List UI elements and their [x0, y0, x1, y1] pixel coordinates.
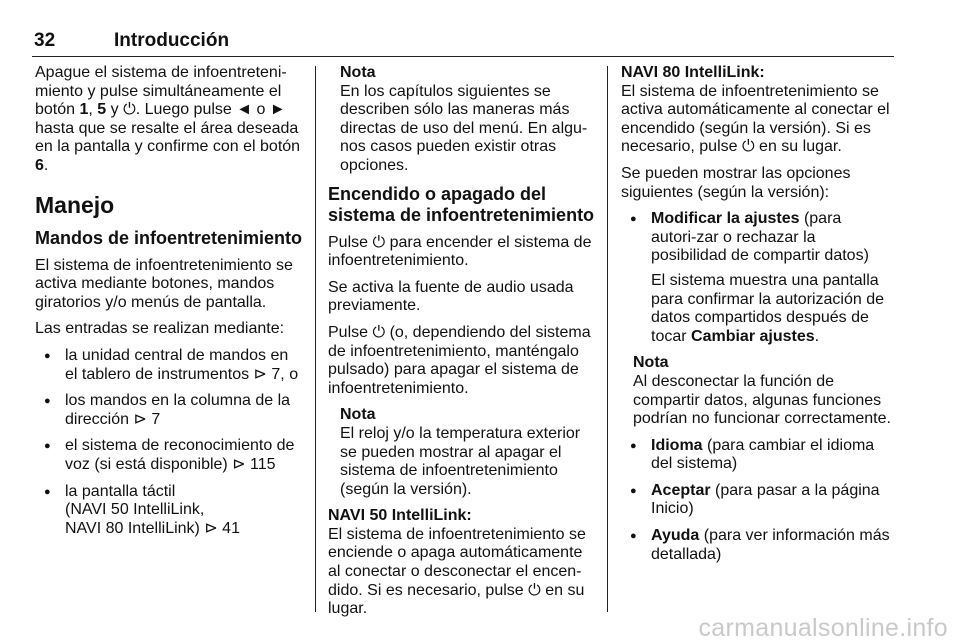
options-list — [621, 437, 891, 565]
list-item: ● la unidad central de mandos en el tablero de instrumentos ⊳ 7, o — [35, 347, 305, 384]
note-title: Nota — [340, 64, 376, 81]
intro-paragraph: Apague el sistema de infoentreteni-miento y pulse simultáneamente el botón 1, 5 y ⏻. Luego pulse ◄ o ► hasta que se resalte el área deseada en la pantalla y confirme con el botón 6. — [35, 64, 301, 174]
paragraph: Se pueden mostrar las opciones siguientes (según la versión): — [621, 164, 851, 201]
watermark: carmanualsonline.info — [698, 614, 948, 642]
navi80-label: NAVI 80 IntelliLink: — [621, 64, 765, 81]
input-methods-list — [35, 347, 305, 538]
heading-manejo: Manejo — [35, 191, 115, 218]
note-title: Nota — [340, 406, 376, 424]
list-item: ● Modificar la ajustes (para autori-zar o rechazar la posibilidad de compartir datos) El sistema muestra una pantalla para confirmar la autorización de datos compartidos después de tocar Cambiar ajustes. — [621, 210, 891, 346]
paragraph: Pulse ⏻ (o, dependiendo del sistema de infoentretenimiento, manténgalo pulsado) para apagar el sistema de infoentretenimiento. — [328, 323, 591, 397]
navi80-paragraph — [621, 64, 891, 157]
list-item: ● los mandos en la columna de la dirección ⊳ 7 — [35, 392, 305, 429]
list-item-subtext: El sistema muestra una pantalla para confirmar la autorización de datos compartidos después de tocar Cambiar ajustes. — [651, 271, 885, 345]
navi50-label: NAVI 50 IntelliLink: — [328, 507, 472, 525]
page-header — [32, 30, 894, 57]
note-text: El reloj y/o la temperatura exterior se pueden mostrar al apagar el sistema de infoentretenimiento (según la versión). — [340, 424, 581, 498]
navi50-paragraph — [328, 507, 598, 619]
list-item: ● Aceptar (para pasar a la página Inicio) — [621, 482, 891, 519]
note-text: Al desconectar la función de compartir datos, algunas funciones podrían no funcionar correctamente. — [633, 372, 891, 428]
options-list — [621, 210, 891, 346]
list-item: ● la pantalla táctil (NAVI 50 IntelliLink, NAVI 80 IntelliLink) ⊳ 41 — [35, 483, 305, 539]
column-2 — [328, 64, 598, 627]
note-block — [328, 406, 598, 499]
page-number: 32 — [34, 30, 56, 51]
note-block — [621, 354, 891, 428]
navi50-text: El sistema de infoentretenimiento se enciende o apaga automáticamente al conectar o desconectar el encen-dido. Si es necesario, pulse ⏻ en su lugar. — [328, 525, 586, 618]
paragraph: Pulse ⏻ para encender el sistema de infoentretenimiento. — [328, 233, 592, 270]
column-divider — [607, 66, 608, 612]
column-1 — [35, 64, 305, 546]
paragraph: Las entradas se realizan mediante: — [35, 320, 285, 338]
navi80-text: El sistema de infoentretenimiento se activa automáticamente al conectar el encendido (según la versión). Si es necesario, pulse ⏻ en su lugar. — [621, 82, 890, 156]
note-text: En los capítulos siguientes se describen sólo las maneras más directas de uso del menú. En algu-nos casos pueden existir otras opciones. — [340, 82, 588, 174]
list-item: ● Ayuda (para ver información más detallada) — [621, 527, 891, 564]
list-item: ● Idioma (para cambiar el idioma del sistema) — [621, 437, 891, 474]
note-block — [328, 64, 598, 176]
heading-mandos: Mandos de infoentretenimiento — [35, 227, 303, 248]
note-title: Nota — [633, 354, 669, 372]
column-3 — [621, 64, 891, 572]
paragraph: El sistema de infoentretenimiento se activa mediante botones, mandos giratorios y/o menús de pantalla. — [35, 256, 293, 311]
paragraph: Se activa la fuente de audio usada previamente. — [328, 278, 574, 315]
list-item: ● el sistema de reconocimiento de voz (si está disponible) ⊳ 115 — [35, 437, 305, 474]
heading-encendido: Encendido o apagado del sistema de infoentretenimiento — [328, 183, 595, 225]
section-title: Introducción — [114, 30, 230, 51]
column-divider — [315, 66, 316, 612]
